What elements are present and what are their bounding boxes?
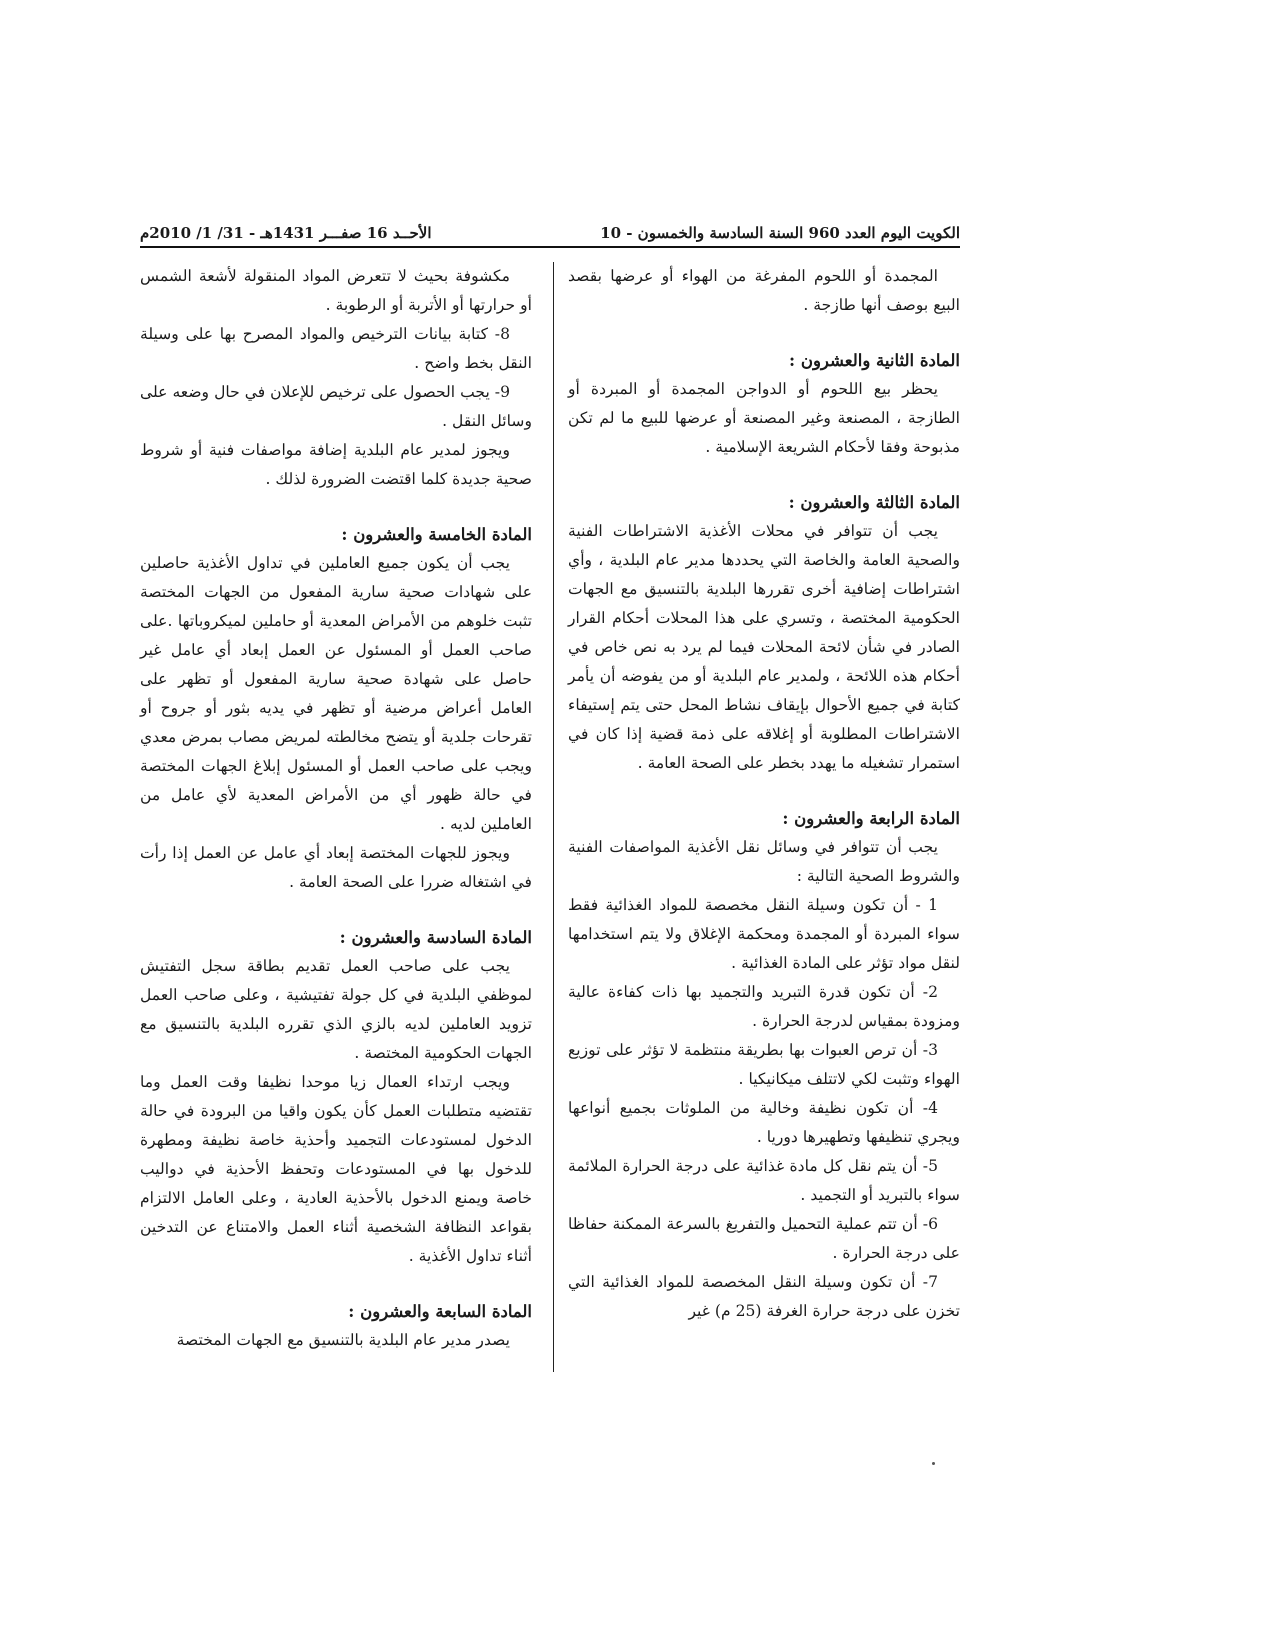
- header-issue-info: الكويت اليوم العدد 960 السنة السادسة والخمسون - 10: [600, 224, 960, 242]
- paragraph: يحظر بيع اللحوم أو الدواجن المجمدة أو المبردة أو الطازجة ، المصنعة وغير المصنعة أو عرضها للبيع ما لم تكن مذبوحة وفقا لأحكام الشريعة الإسلامية .: [568, 380, 960, 456]
- list-item: 2- أن تكون قدرة التبريد والتجميد بها ذات كفاءة عالية ومزودة بمقياس لدرجة الحرارة .: [568, 983, 960, 1030]
- list-item: ويجوز للجهات المختصة إبعاد أي عامل عن العمل إذا رأت في اشتغاله ضررا على الصحة العامة .: [140, 844, 532, 891]
- article-title: المادة الثالثة والعشرون :: [788, 493, 960, 512]
- article-title: المادة السابعة والعشرون :: [348, 1302, 532, 1321]
- list-item: 4- أن تكون نظيفة وخالية من الملوثات بجميع أنواعها ويجري تنظيفها وتطهيرها دوريا .: [568, 1099, 960, 1146]
- list-item: 9- يجب الحصول على ترخيص للإعلان في حال وضعه على وسائل النقل .: [140, 383, 532, 430]
- article-title: المادة السادسة والعشرون :: [339, 928, 532, 947]
- list-item: 3- أن ترص العبوات بها بطريقة منتظمة لا تؤثر على توزيع الهواء وتثبت لكي لاتتلف ميكانيكيا .: [568, 1041, 960, 1088]
- header-rule: [140, 246, 960, 248]
- page-header: [140, 206, 960, 242]
- paragraph: يجب أن تتوافر في وسائل نقل الأغذية المواصفات الفنية والشروط الصحية التالية :: [568, 838, 960, 885]
- list-item: 6- أن تتم عملية التحميل والتفريغ بالسرعة الممكنة حفاظا على درجة الحرارة .: [568, 1215, 960, 1262]
- list-item: 5- أن يتم نقل كل مادة غذائية على درجة الحرارة الملائمة سواء بالتبريد أو التجميد .: [568, 1157, 960, 1204]
- list-item: 1 - أن تكون وسيلة النقل مخصصة للمواد الغذائية فقط سواء المبردة أو المجمدة ومحكمة الإغلاق ولا يتم استخدامها لنقل مواد تؤثر على المادة الغذائية .: [568, 896, 960, 972]
- article-title: المادة الثانية والعشرون :: [789, 351, 960, 370]
- scan-speck: [932, 1462, 935, 1465]
- paragraph: يجب أن يكون جميع العاملين في تداول الأغذية حاصلين على شهادات صحية سارية المفعول من الجهات المختصة تثبت خلوهم من الأمراض المعدية أو حاملين لميكروباتها .على صاحب العمل أو المسئول عن العمل إبعاد أي عامل غير حاصل على شهادة صحية سارية المفعول أو تظهر على العامل أعراض مرضية أو تظهر في يديه بثور أو جروح أو تقرحات جلدية أو يتضح مخالطته لمريض مصاب بمرض معدي ويجب على صاحب العمل أو المسئول إبلاغ الجهات المختصة في حالة ظهور أي من الأمراض المعدية لأي عامل من العاملين لديه .: [140, 554, 532, 833]
- list-item: 7- أن تكون وسيلة النقل المخصصة للمواد الغذائية التي تخزن على درجة حرارة الغرفة (25 م) غير: [568, 1273, 960, 1320]
- article-title: المادة الرابعة والعشرون :: [782, 809, 960, 828]
- right-column: [568, 262, 960, 1326]
- list-item: ويجوز لمدير عام البلدية إضافة مواصفات فنية أو شروط صحية جديدة كلما اقتضت الضرورة لذلك .: [140, 441, 532, 488]
- paragraph: يصدر مدير عام البلدية بالتنسيق مع الجهات المختصة: [176, 1331, 510, 1349]
- paragraph: يجب على صاحب العمل تقديم بطاقة سجل التفتيش لموظفي البلدية في كل جولة تفتيشية ، وعلى صاحب العمل تزويد العاملين لديه بالزي الذي تقرره البلدية بالتنسيق مع الجهات الحكومية المختصة .: [140, 957, 532, 1062]
- paragraph: المجمدة أو اللحوم المفرغة من الهواء أو عرضها بقصد البيع بوصف أنها طازجة .: [568, 267, 960, 314]
- article-title: المادة الخامسة والعشرون :: [341, 525, 532, 544]
- header-date: الأحــد 16 صفـــر 1431هـ - 31/ 1/ 2010م: [140, 224, 432, 242]
- left-column: [140, 262, 532, 1355]
- list-item: ويجب ارتداء العمال زيا موحدا نظيفا وقت العمل وما تقتضيه متطلبات العمل كأن يكون واقيا من البرودة في حالة الدخول لمستودعات التجميد وأحذية خاصة نظيفة ومطهرة للدخول بها في المستودعات وتحفظ الأحذية في دواليب خاصة ويمنع الدخول بالأحذية العادية ، وعلى العامل الالتزام بقواعد النظافة الشخصية أثناء العمل والامتناع عن التدخين أثناء تداول الأغذية .: [140, 1073, 532, 1265]
- list-item: 8- كتابة بيانات الترخيص والمواد المصرح بها على وسيلة النقل بخط واضح .: [140, 325, 532, 372]
- paragraph: مكشوفة بحيث لا تتعرض المواد المنقولة لأشعة الشمس أو حرارتها أو الأتربة أو الرطوبة .: [140, 267, 532, 314]
- paragraph: يجب أن تتوافر في محلات الأغذية الاشتراطات الفنية والصحية العامة والخاصة التي يحددها مدير عام البلدية ، وأي اشتراطات إضافية أخرى تقررها البلدية بالتنسيق مع الجهات الحكومية المختصة ، وتسري على هذا المحلات أحكام القرار الصادر في شأن لائحة المحلات فيما لم يرد به نص خاص في أحكام هذه اللائحة ، ولمدير عام البلدية أو من يفوضه أن يأمر كتابة في جميع الأحوال بإيقاف نشاط المحل حتى يتم إستيفاء الاشتراطات المطلوبة أو إغلاقه على ذمة قضية إذا كان في استمرار تشغيله ما يهدد بخطر على الصحة العامة .: [568, 522, 960, 772]
- column-divider: [553, 262, 554, 1372]
